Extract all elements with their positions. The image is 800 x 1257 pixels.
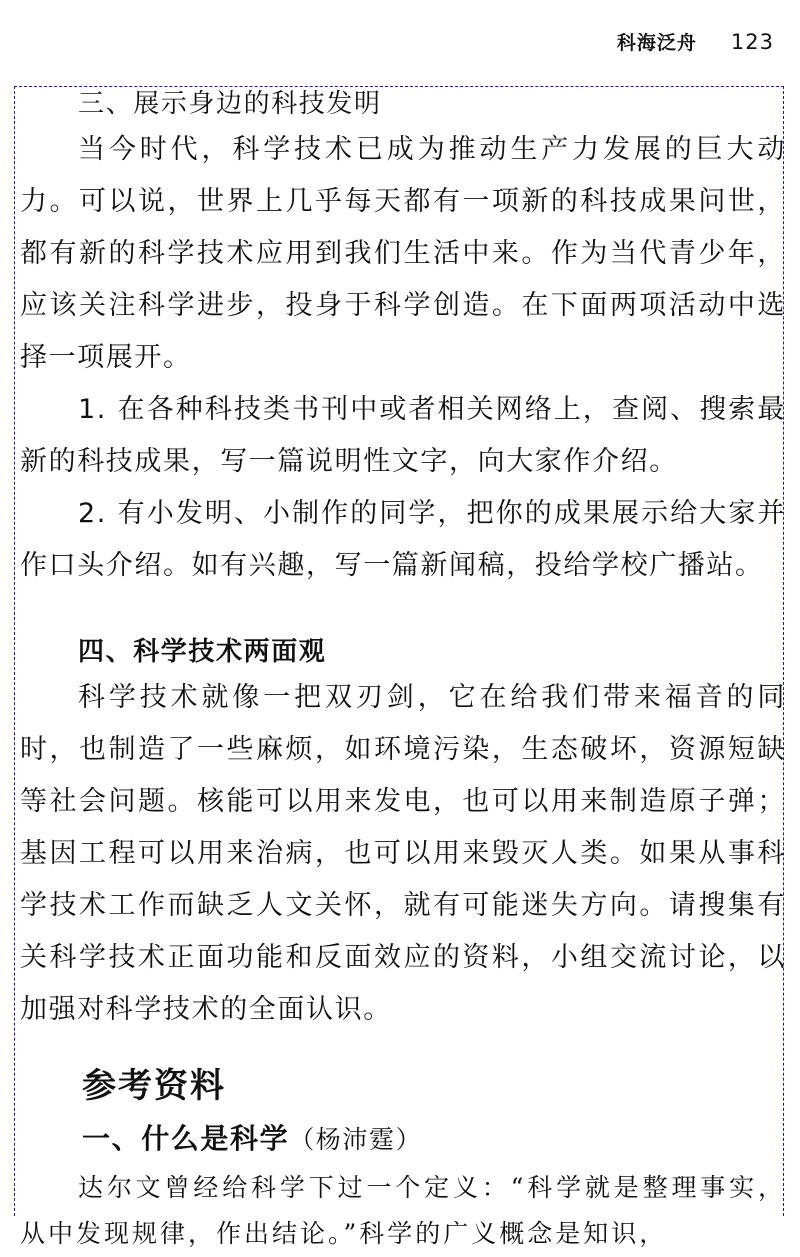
page-number: 123 [730, 30, 774, 54]
reference-subtitle-text: 一、什么是科学 [82, 1122, 290, 1155]
activity-item-1: 1. 在各种科技类书刊中或者相关网络上，查阅、搜索最新的科技成果，写一篇说明性文字，向大家作介绍。 [20, 394, 786, 477]
reference-title: 参考资料 [82, 1066, 226, 1106]
section-gap [20, 1036, 786, 1058]
paragraph-intro: 当今时代，科学技术已成为推动生产力发展的巨大动力。可以说，世界上几乎每天都有一项新的科技成果问世，都有新的科学技术应用到我们生活中来。作为当代青少年，应该关注科学进步，投身于科学创造。在下面两项活动中选择一项展开。 [20, 134, 786, 373]
section-heading-two-sides: 四、科学技术两面观 [78, 637, 327, 667]
reference-paragraph: 达尔文曾经给科学下过一个定义：“科学就是整理事实，从中发现规律，作出结论。”科学的广义概念是知识， [20, 1173, 786, 1248]
section-heading-showcase: 三、展示身边的科技发明 [78, 89, 382, 119]
paragraph-two-sides: 科学技术就像一把双刃剑，它在给我们带来福音的同时，也制造了一些麻烦，如环境污染，生态破坏，资源短缺等社会问题。核能可以用来发电，也可以用来制造原子弹；基因工程可以用来治病，也可以用来毁灭人类。如果从事科学技术工作而缺乏人文关怀，就有可能迷失方向。请搜集有关科学技术正面功能和反面效应的资料，小组交流讨论，以加强对科学技术的全面认识。 [20, 682, 786, 1025]
reference-author: （杨沛霆） [289, 1125, 423, 1154]
section-gap [20, 592, 786, 632]
activity-item-2: 2. 有小发明、小制作的同学，把你的成果展示给大家并作口头介绍。如有兴趣，写一篇新闻稿，投给学校广播站。 [20, 498, 786, 581]
page-content [20, 84, 786, 1257]
running-title: 科海泛舟 [616, 32, 697, 54]
reference-subtitle [20, 1114, 786, 1165]
running-header [617, 28, 774, 55]
